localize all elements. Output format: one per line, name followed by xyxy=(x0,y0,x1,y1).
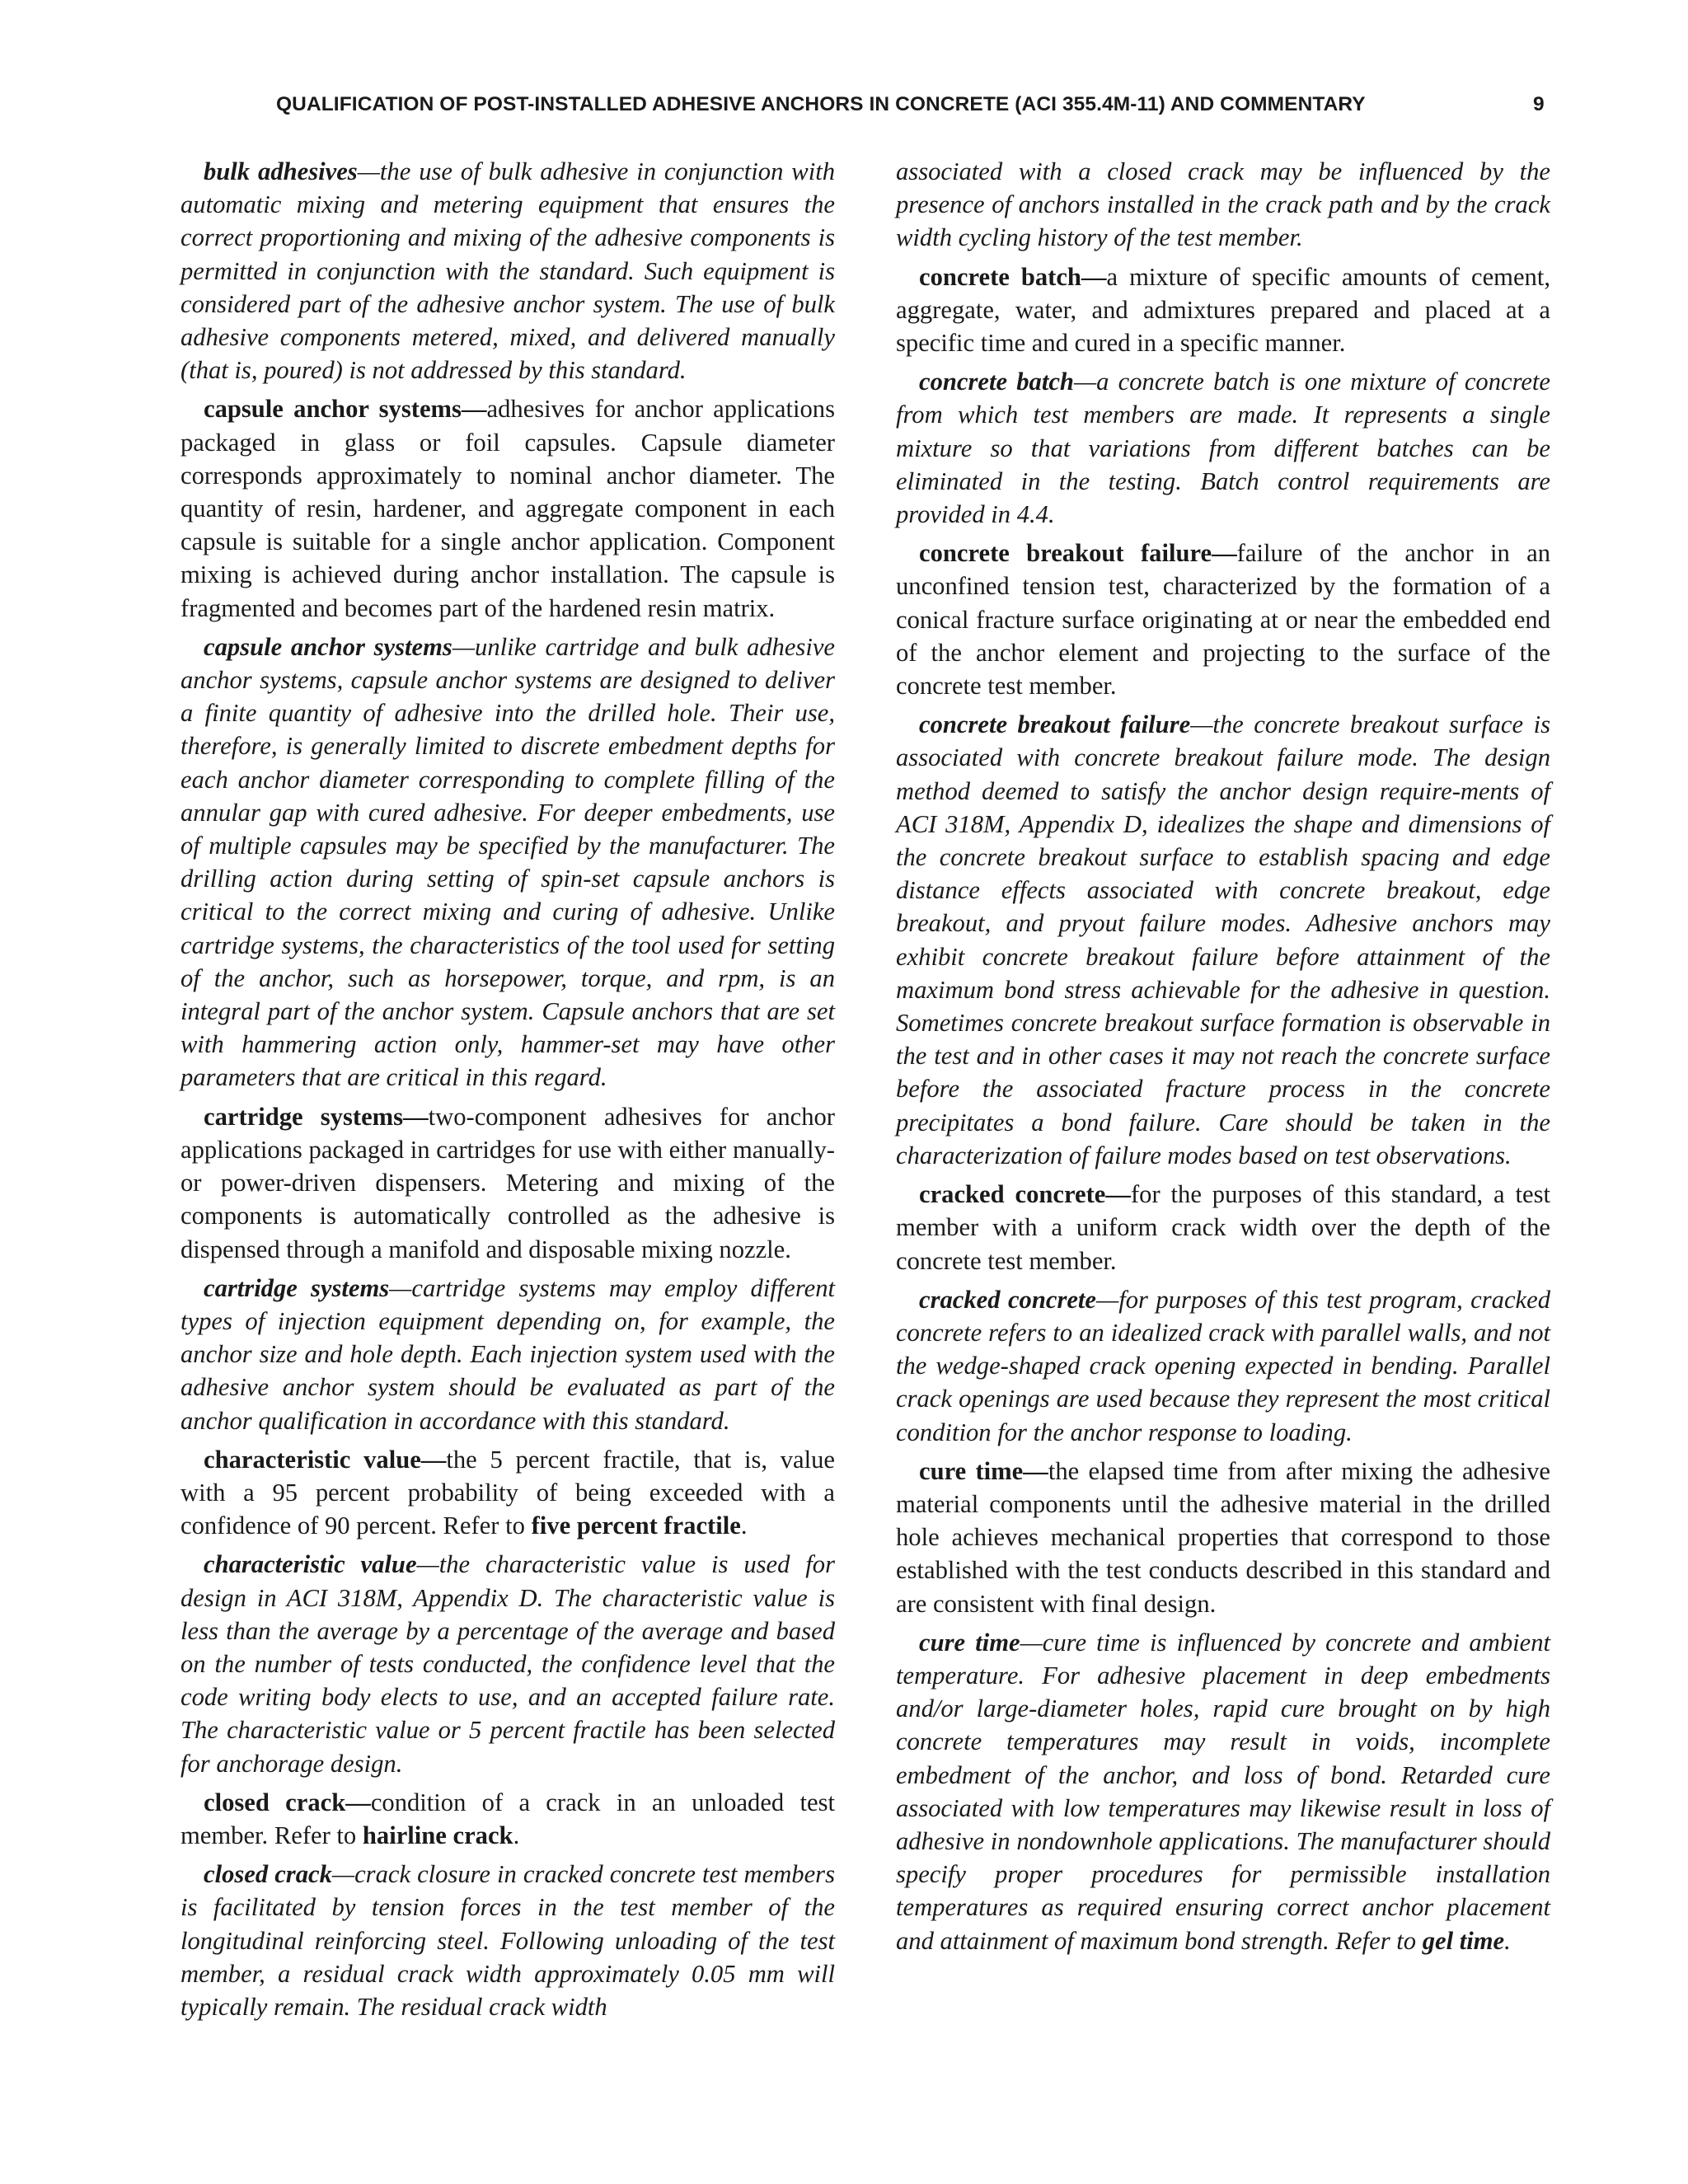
commentary-cracked-concrete xyxy=(896,1283,1550,1449)
definition-text: two-component adhesives for anchor applications packaged in cartridges for use with either manually- or power-driven dispensers. Metering and mixing of the components is automatically controlled as the adhesive is dispensed through a manifold and disposable mixing nozzle. xyxy=(181,1102,835,1263)
definition-concrete-breakout-failure xyxy=(896,537,1550,702)
definition-concrete-batch xyxy=(896,260,1550,360)
term-label: cartridge systems xyxy=(204,1273,390,1302)
commentary-concrete-breakout-failure xyxy=(896,708,1550,1172)
commentary-text: associated with a closed crack may be influenced by the presence of anchors installed in the crack path and by the crack width cycling history of the test member. xyxy=(896,157,1550,252)
term-label: closed crack— xyxy=(204,1788,371,1816)
running-header xyxy=(0,88,1688,121)
commentary-text: —for purposes of this test program, cracked concrete refers to an idealized crack with parallel walls, and not the wedge-shaped crack opening expected in bending. Parallel crack openings are used because they represent the most critical condition for the anchor response to loading. xyxy=(896,1285,1550,1446)
cross-reference-hairline-crack: hairline crack xyxy=(362,1821,513,1849)
definition-text: adhesives for anchor applications packaged in glass or foil capsules. Capsule diameter corresponds approximately to nominal anchor diameter. The quantity of resin, hardener, and aggregate component in each capsule is suitable for a single anchor application. Component mixing is achieved during anchor installation. The capsule is fragmented and becomes part of the hardened resin matrix. xyxy=(181,395,835,622)
term-label: cure time— xyxy=(919,1456,1048,1485)
term-label: cracked concrete xyxy=(919,1285,1097,1314)
commentary-text: —the concrete breakout surface is associated with concrete breakout failure mode. The design method deemed to satisfy the anchor design require-ments of ACI 318M, Appendix D, idealizes the shape and dimensions of the concrete breakout surface to establish spacing and edge distance effects associated with concrete breakout, edge breakout, and pryout failure modes. Adhesive anchors may exhibit concrete breakout failure before attainment of the maximum bond stress achievable for the adhesive in question. Sometimes concrete breakout surface formation is observable in the test and in other cases it may not reach the concrete surface before the associated fracture process in the concrete precipitates a bond failure. Care should be taken in the characterization of failure modes based on test observations. xyxy=(896,710,1550,1169)
running-header-title: QUALIFICATION OF POST-INSTALLED ADHESIVE ANCHORS IN CONCRETE (ACI 355.4M-11) AND COMMENTARY xyxy=(276,93,1366,115)
commentary-cure-time xyxy=(896,1626,1550,1957)
term-label: concrete batch— xyxy=(919,262,1107,291)
commentary-text: —cure time is influenced by concrete and ambient temperature. For adhesive placement in deep embedments and/or large-diameter holes, rapid cure brought on by high concrete temperatures may result in voids, incomplete embedment of the anchor, and loss of bond. Retarded cure associated with low temperatures may likewise result in loss of adhesive in nondownhole applications. The manufacturer should specify proper procedures for permissible installation temperatures as required ensuring correct anchor placement and attainment of maximum bond strength. Refer to xyxy=(896,1628,1550,1955)
definition-text: a mixture of specific amounts of cement, aggregate, water, and admixtures prepared and placed at a specific time and cured in a specific manner. xyxy=(896,262,1550,358)
term-label: cartridge systems— xyxy=(204,1102,429,1131)
definition-text: the 5 percent fractile, that is, value with a 95 percent probability of being exceeded with a confidence of 90 percent. Refer to xyxy=(181,1445,835,1540)
cross-reference-five-percent-fractile: five percent fractile xyxy=(531,1511,741,1540)
commentary-text: —the use of bulk adhesive in conjunction with automatic mixing and metering equipment that ensures the correct proportioning and mixing of the adhesive components is permitted in conjunction with the standard. Such equipment is considered part of the adhesive anchor system. The use of bulk adhesive components metered, mixed, and delivered manually (that is, poured) is not addressed by this standard. xyxy=(181,157,835,385)
definition-capsule-anchor-systems xyxy=(181,392,835,624)
definition-text: condition of a crack in an unloaded test member. Refer to xyxy=(181,1788,835,1849)
term-label: capsule anchor systems— xyxy=(204,395,487,424)
term-label: concrete batch xyxy=(919,368,1074,396)
term-label: bulk adhesives xyxy=(204,157,358,185)
definition-text: for the purposes of this standard, a test member with a uniform crack width over the depth of the concrete test member. xyxy=(896,1180,1550,1275)
term-label: capsule anchor systems xyxy=(204,632,452,661)
definition-text: failure of the anchor in an unconfined tension test, characterized by the formation of a conical fracture surface originating at or near the embedded end of the anchor element and projecting to the surface of the concrete test member. xyxy=(896,539,1550,701)
term-label: characteristic value xyxy=(204,1550,417,1579)
term-label: concrete breakout failure xyxy=(919,710,1191,739)
commentary-text: —the characteristic value is used for design in ACI 318M, Appendix D. The characteristic value is less than the average by a percentage of the average and based on the number of tests conducted, the confidence level that the code writing body elects to use, and an accepted failure rate. The characteristic value or 5 percent fractile has been selected for anchorage design. xyxy=(181,1550,836,1778)
term-label: characteristic value— xyxy=(204,1445,447,1474)
sentence-end: . xyxy=(740,1511,748,1540)
commentary-closed-crack-continued xyxy=(896,155,1550,255)
definition-cure-time xyxy=(896,1455,1550,1620)
commentary-text: —unlike cartridge and bulk adhesive anchor systems, capsule anchor systems are designed to deliver a finite quantity of adhesive into the drilled hole. Their use, therefore, is generally limited to discrete embedment depths for each anchor diameter corresponding to complete filling of the annular gap with cured adhesive. For deeper embedments, use of multiple capsules may be specified by the manufacturer. The drilling action during setting of spin-set capsule anchors is critical to the correct mixing and curing of adhesive. Unlike cartridge systems, the characteristics of the tool used for setting of the anchor, such as horsepower, torque, and rpm, is an integral part of the anchor system. Capsule anchors that are set with hammering action only, hammer-set may have other parameters that are critical in this regard. xyxy=(181,632,835,1092)
commentary-cartridge-systems xyxy=(181,1272,835,1437)
commentary-concrete-batch xyxy=(896,365,1550,531)
term-label: closed crack xyxy=(204,1860,332,1889)
right-column xyxy=(896,155,1550,1963)
term-label: cracked concrete— xyxy=(919,1180,1131,1209)
commentary-capsule-anchor-systems xyxy=(181,630,835,1094)
definition-cartridge-systems xyxy=(181,1100,835,1266)
commentary-text: —a concrete batch is one mixture of concrete from which test members are made. It represents a single mixture so that variations from different batches can be eliminated in the testing. Batch control requirements are provided in 4.4. xyxy=(896,368,1551,529)
commentary-text: —cartridge systems may employ different types of injection equipment depending on, for example, the anchor size and hole depth. Each injection system used with the adhesive anchor system should be evaluated as part of the anchor qualification in accordance with this standard. xyxy=(181,1273,835,1435)
sentence-end: . xyxy=(1504,1926,1511,1955)
commentary-closed-crack xyxy=(181,1858,835,2023)
commentary-characteristic-value xyxy=(181,1548,835,1779)
definition-characteristic-value xyxy=(181,1443,835,1543)
commentary-bulk-adhesives xyxy=(181,155,835,387)
left-column xyxy=(181,155,835,2029)
commentary-text: —crack closure in cracked concrete test members is facilitated by tension forces in the test member of the longitudinal reinforcing steel. Following unloading of the test member, a residual crack width approximately 0.05 mm will typically remain. The residual crack width xyxy=(181,1860,835,2021)
definition-text: the elapsed time from after mixing the adhesive material components until the adhesive material in the drilled hole achieves mechanical properties that correspond to those established with the test conducts described in this standard and are consistent with final design. xyxy=(896,1456,1550,1618)
definition-closed-crack xyxy=(181,1786,835,1852)
definition-cracked-concrete xyxy=(896,1178,1550,1277)
term-label: concrete breakout failure— xyxy=(919,539,1237,568)
sentence-end: . xyxy=(513,1821,520,1849)
cross-reference-gel-time: gel time xyxy=(1422,1926,1505,1955)
page-number: 9 xyxy=(1533,93,1545,115)
term-label: cure time xyxy=(919,1628,1020,1657)
